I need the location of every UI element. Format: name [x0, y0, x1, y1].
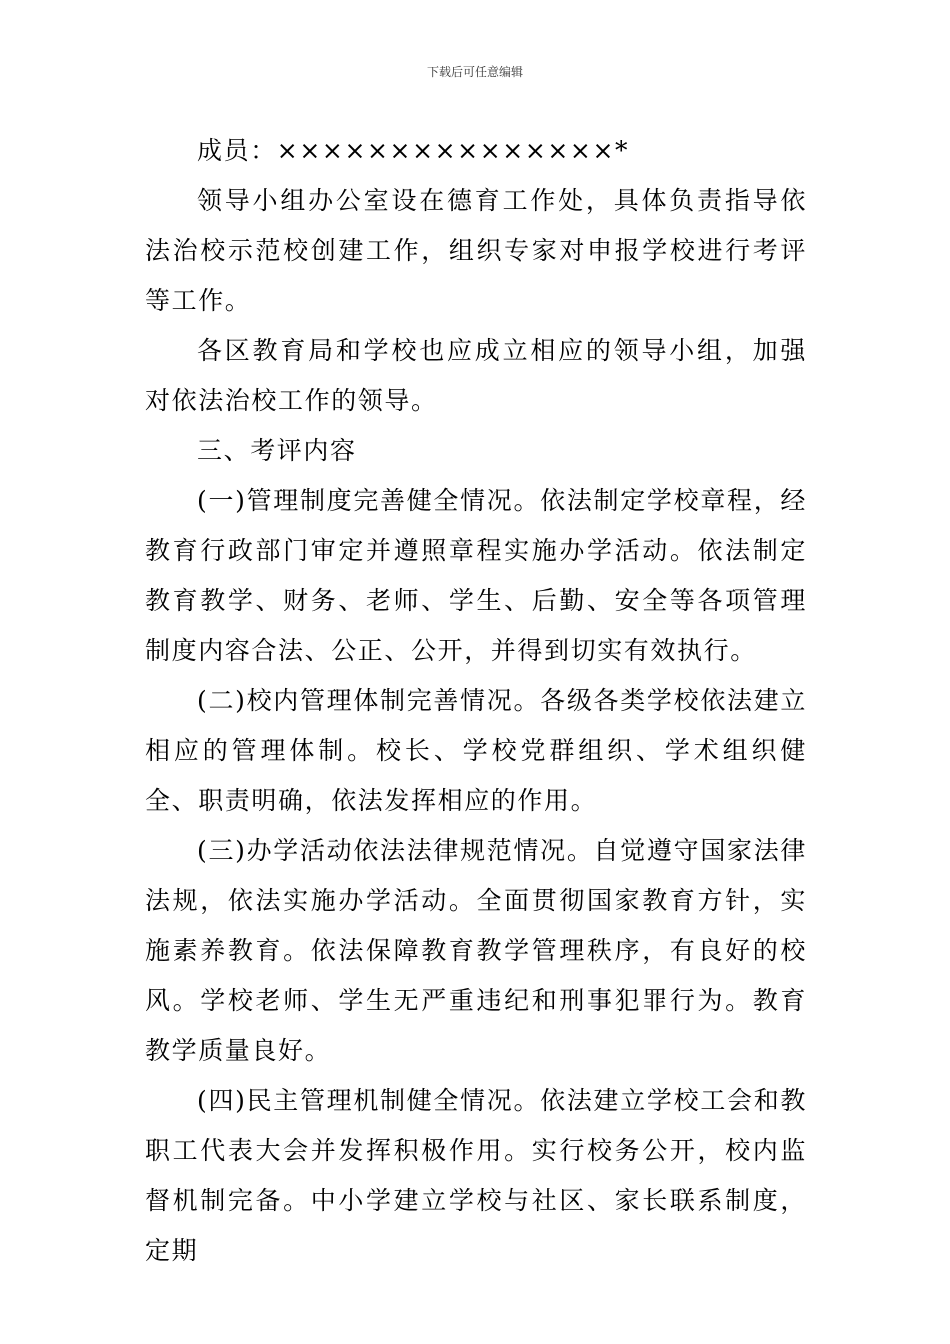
page-header-note: 下载后可任意编辑: [426, 65, 523, 79]
paragraph-item-4: (四)民主管理机制健全情况。依法建立学校工会和教职工代表大会并发挥积极作用。实行校务公开，校内监督机制完备。中小学建立学校与社区、家长联系制度，定期: [145, 1086, 807, 1265]
paragraph-item-2: (二)校内管理体制完善情况。各级各类学校依法建立相应的管理体制。校长、学校党群组织、学术组织健全、职责明确，依法发挥相应的作用。: [145, 686, 807, 815]
section-heading-evaluation-content: 三、考评内容: [197, 436, 357, 465]
paragraph-district-groups: 各区教育局和学校也应成立相应的领导小组，加强对依法治校工作的领导。: [145, 336, 807, 415]
members-line: 成员：×××××××××××××××*: [197, 136, 630, 165]
document-body: [145, 126, 807, 1276]
paragraph-item-1: (一)管理制度完善健全情况。依法制定学校章程，经教育行政部门审定并遵照章程实施办学活动。依法制定教育教学、财务、老师、学生、后勤、安全等各项管理制度内容合法、公正、公开，并得到切实有效执行。: [145, 486, 807, 665]
paragraph-item-3: (三)办学活动依法法律规范情况。自觉遵守国家法律法规，依法实施办学活动。全面贯彻国家教育方针，实施素养教育。依法保障教育教学管理秩序，有良好的校风。学校老师、学生无严重违纪和刑事犯罪行为。教育教学质量良好。: [145, 836, 807, 1065]
paragraph-office: 领导小组办公室设在德育工作处，具体负责指导依法治校示范校创建工作，组织专家对申报学校进行考评等工作。: [145, 186, 807, 315]
